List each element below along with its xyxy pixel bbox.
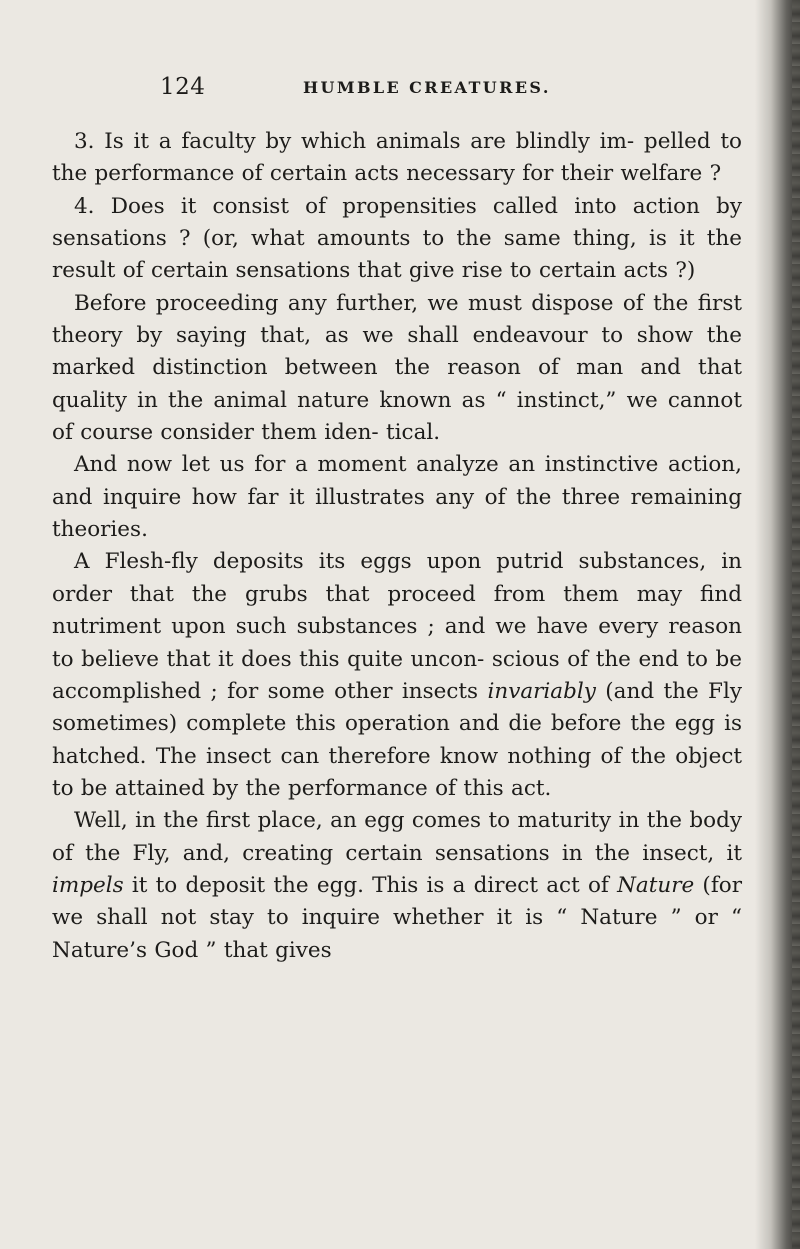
text-run: Well, in the first place, an egg comes to maturity in the body of the Fly, and, creating certain sensations in the insect, it	[52, 808, 742, 866]
body-text	[52, 126, 742, 967]
paragraph-question-4: 4. Does it consist of propensities called into action by sensations ? (or, what amounts to the same thing, is it the result of certain sensations that give rise to certain acts ?)	[52, 193, 742, 284]
paragraph-egg-maturity	[52, 805, 742, 967]
text-run: (for we shall not stay to inquire whether it is “ Nature ” or “ Nature’s God ” that gives	[52, 872, 742, 963]
paragraph-question-3: 3. Is it a faculty by which animals are blindly im- pelled to the performance of certain acts necessary for their welfare ?	[52, 129, 742, 187]
italic-text: impels	[52, 872, 124, 898]
italic-text: Nature	[617, 872, 695, 898]
paragraph-flesh-fly	[52, 546, 742, 805]
paragraph-first-theory: Before proceeding any further, we must dispose of the first theory by saying that, as we shall endeavour to show the marked distinction between the reason of man and that quality in the animal nature known as “ instinct,” we cannot of course consider them iden- tical.	[52, 290, 742, 446]
paragraph-analyze-action: And now let us for a moment analyze an instinctive action, and inquire how far it illustrates any of the three remaining theories.	[52, 452, 742, 543]
header-title: HUMBLE CREATURES.	[303, 78, 551, 97]
running-head	[160, 74, 760, 114]
binding-edge	[792, 0, 800, 1249]
text-run: A Flesh-fly deposits its eggs upon putrid substances, in order that the grubs that proceed from them may find nutriment upon such substances ; and we have every reason to believe that it does this quite uncon- scious of the end to be accomplished ; for some other insects	[52, 549, 742, 704]
page-number: 124	[160, 74, 206, 100]
italic-text: invariably	[487, 678, 596, 704]
text-run: (and the Fly sometimes) complete this operation and die before the egg is hatched. The insect can therefore know nothing of the object to be attained by the performance of this act.	[52, 678, 742, 801]
text-run: it to deposit the egg. This is a direct act of	[123, 872, 618, 898]
